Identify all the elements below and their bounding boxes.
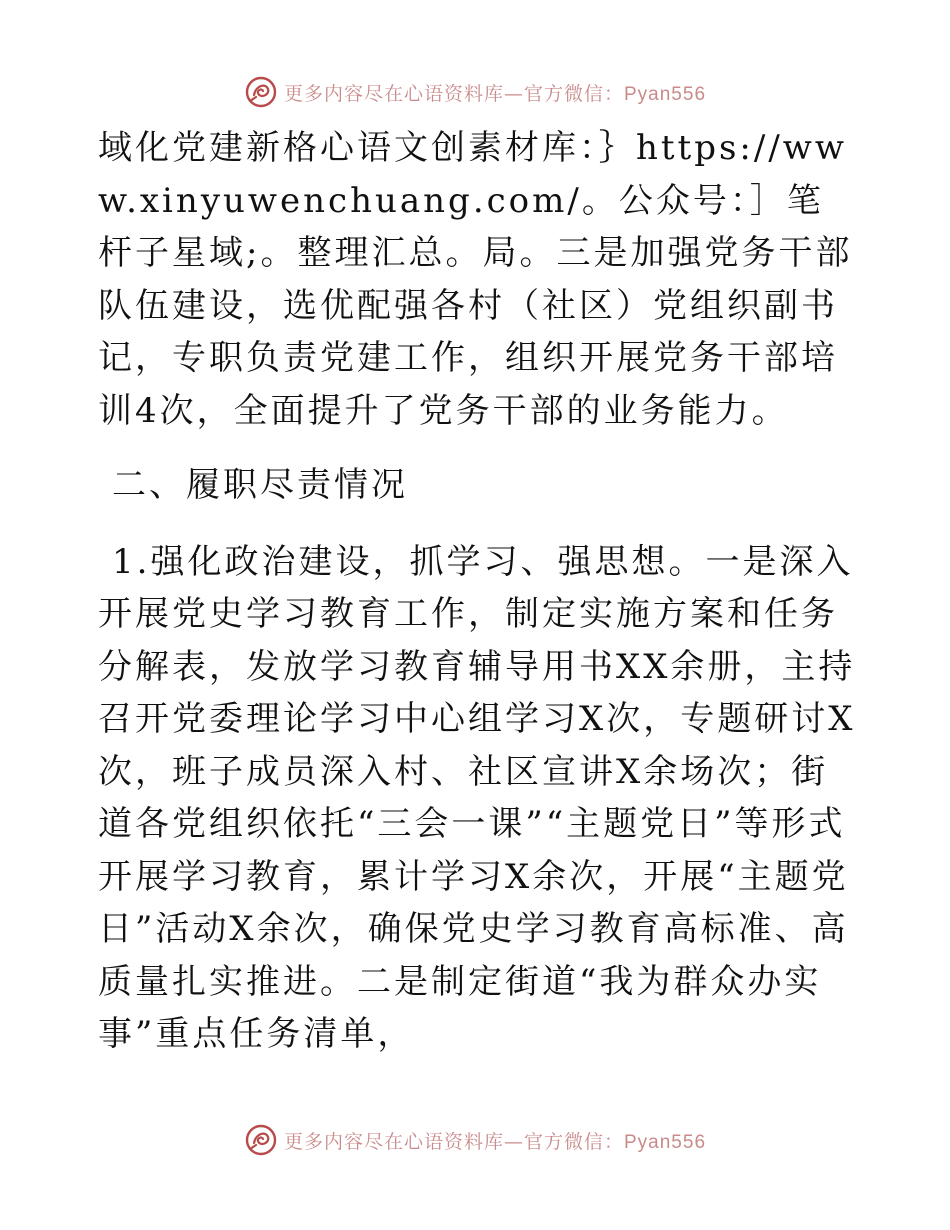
- footer-watermark-handle: Pyan556: [624, 1131, 707, 1153]
- header-watermark-handle: Pyan556: [624, 83, 707, 105]
- section-heading: 二、履职尽责情况: [112, 465, 408, 505]
- header-watermark-label: 更多内容尽在心语资料库—官方微信：: [283, 82, 624, 105]
- swirl-seal-icon: [244, 75, 278, 109]
- body-paragraph-1: 域化党建新格心语文创素材库：｝https://www.xinyuwenchuang.com/。公众号：］笔杆子星域;。整理汇总。局。三是加强党务干部队伍建设，选优配强各村（社区）党组织副书记，专职负责党建工作，组织开展党务干部培训4次，全面提升了党务干部的业务能力。: [98, 128, 853, 431]
- footer-watermark-text: [284, 1127, 706, 1154]
- swirl-seal-icon: [244, 1123, 278, 1157]
- footer-watermark-banner: [0, 1120, 950, 1160]
- footer-watermark-label: 更多内容尽在心语资料库—官方微信：: [283, 1130, 624, 1153]
- header-watermark-banner: [0, 72, 950, 112]
- body-paragraph-2: 1.强化政治建设，抓学习、强思想。一是深入开展党史学习教育工作，制定实施方案和任务分解表，发放学习教育辅导用书XX余册，主持召开党委理论学习中心组学习X次，专题研讨X次，班子成员深入村、社区宣讲X余场次；街道各党组织依托“三会一课”“主题党日”等形式开展学习教育，累计学习X余次，开展“主题党日”活动X余次，确保党史学习教育高标准、高质量扎实推进。二是制定街道“我为群众办实事”重点任务清单，: [98, 541, 856, 1054]
- header-watermark-text: [284, 79, 706, 106]
- document-body: [98, 122, 858, 1061]
